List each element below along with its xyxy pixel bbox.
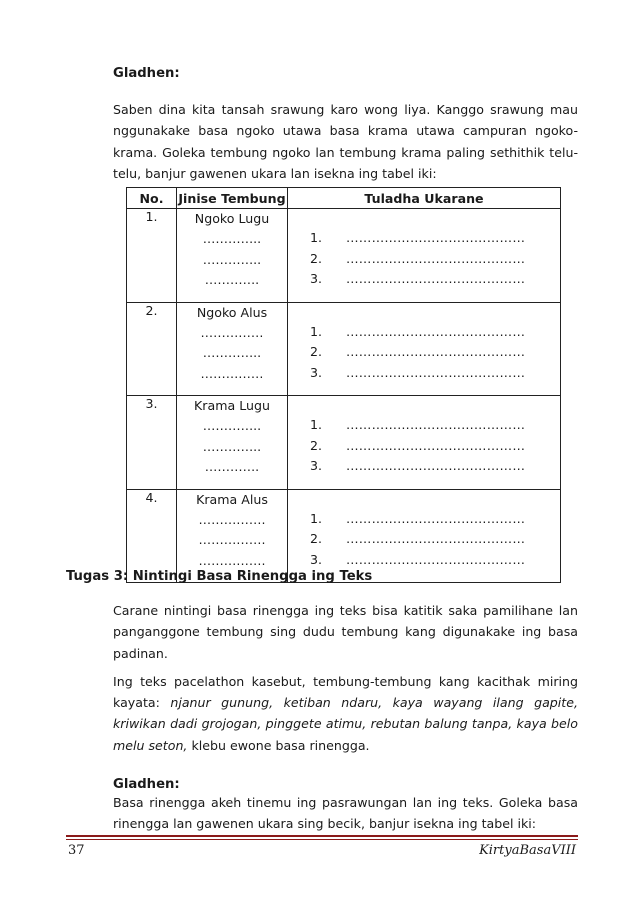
blank-line[interactable]: ……………. (198, 552, 266, 568)
example-line[interactable]: 1. …………………………………… (310, 417, 526, 432)
book-title: KirtyaBasaVIII (479, 843, 576, 858)
word-type-cell (177, 396, 288, 490)
table-row (127, 302, 561, 396)
tugas3-paragraph-1: Carane nintingi basa rinengga ing teks bisa katitik saka pamilihane lan panganggone tembung sing dudu tembung kang digunakake ing basa padinan. (113, 603, 578, 661)
examples-cell (288, 396, 561, 490)
row-number: 4. (127, 489, 177, 583)
example-line[interactable]: 3. …………………………………… (310, 271, 526, 286)
page-number: 37 (68, 843, 85, 858)
blank-line[interactable]: …………… (200, 324, 264, 340)
italic-examples: njanur gunung, ketiban ndaru, kaya wayang ilang gapite, kriwikan dadi grojogan, pinggete atimu, rebutan balung tanpa, kaya belo melu seton, (113, 695, 578, 753)
blank-line[interactable]: ……………. (198, 511, 266, 527)
word-type-cell (177, 209, 288, 303)
exercise-table (126, 187, 561, 583)
gladhen-instructions-2 (113, 792, 578, 835)
header-no: No. (127, 188, 177, 209)
blank-line[interactable]: …………. (204, 459, 260, 474)
blank-line[interactable]: …………. (204, 272, 260, 287)
gladhen-paragraph-2: Basa rinengga akeh tinemu ing pasrawungan lan ing teks. Goleka basa rinengga lan gawenen ukara sing becik, banjur isekna ing tabel iki: (113, 795, 578, 832)
tugas3-paragraph-2 (113, 671, 578, 756)
example-line[interactable]: 1. …………………………………… (310, 230, 526, 245)
row-number: 3. (127, 396, 177, 490)
example-line[interactable]: 1. …………………………………… (310, 510, 526, 526)
row-number: 2. (127, 302, 177, 396)
blank-line[interactable]: ………….. (202, 345, 262, 360)
table-row (127, 209, 561, 303)
header-tuladha-ukarane: Tuladha Ukarane (288, 188, 561, 209)
word-type-label: Ngoko Alus (196, 304, 268, 320)
blank-line[interactable]: …………… (200, 365, 264, 381)
example-line[interactable]: 2. …………………………………… (310, 250, 526, 266)
tugas3-body (113, 600, 578, 756)
table-row (127, 396, 561, 490)
example-line[interactable]: 3. …………………………………… (310, 458, 526, 473)
gladhen-paragraph-1: Saben dina kita tansah srawung karo wong liya. Kanggo srawung mau nggunakake basa ngoko utawa basa krama utawa campuran ngoko-krama. Goleka tembung ngoko lan tembung krama paling sethithik telu-telu, banjur gawenen ukara lan isekna ing tabel iki: (113, 102, 578, 181)
example-line[interactable]: 2. …………………………………… (310, 531, 526, 546)
word-type-cell (177, 302, 288, 396)
footer-rule-thin (66, 839, 578, 840)
paragraph-2-start: Ing teks pacelathon kasebut, tembung-tembung kang kacithak miring kayata: (113, 673, 578, 711)
word-type-label: Krama Alus (196, 491, 268, 507)
example-line[interactable]: 3. …………………………………… (310, 364, 526, 380)
table-header-row (127, 188, 561, 209)
blank-line[interactable]: ………….. (202, 231, 262, 246)
gladhen-heading-2: Gladhen: (113, 777, 180, 792)
example-line[interactable]: 2. …………………………………… (310, 437, 526, 453)
blank-line[interactable]: ……………. (198, 532, 266, 547)
word-type-label: Ngoko Lugu (194, 211, 270, 226)
example-line[interactable]: 1. …………………………………… (310, 323, 526, 339)
footer-rule-thick (66, 835, 578, 837)
gladhen-heading-1: Gladhen: (113, 66, 180, 81)
example-line[interactable]: 3. …………………………………… (310, 551, 526, 567)
examples-cell (288, 302, 561, 396)
word-type-label: Krama Lugu (194, 398, 270, 413)
examples-cell (288, 209, 561, 303)
row-number: 1. (127, 209, 177, 303)
blank-line[interactable]: ………….. (202, 438, 262, 454)
gladhen-instructions-1 (113, 99, 578, 184)
example-line[interactable]: 2. …………………………………… (310, 344, 526, 359)
tugas3-heading: Tugas 3: Nintingi Basa Rinengga ing Teks (66, 569, 373, 584)
header-jinise-tembung: Jinise Tembung (177, 188, 288, 209)
blank-line[interactable]: ………….. (202, 418, 262, 433)
paragraph-2-end: klebu ewone basa rinengga. (187, 737, 370, 753)
blank-line[interactable]: ………….. (202, 251, 262, 267)
